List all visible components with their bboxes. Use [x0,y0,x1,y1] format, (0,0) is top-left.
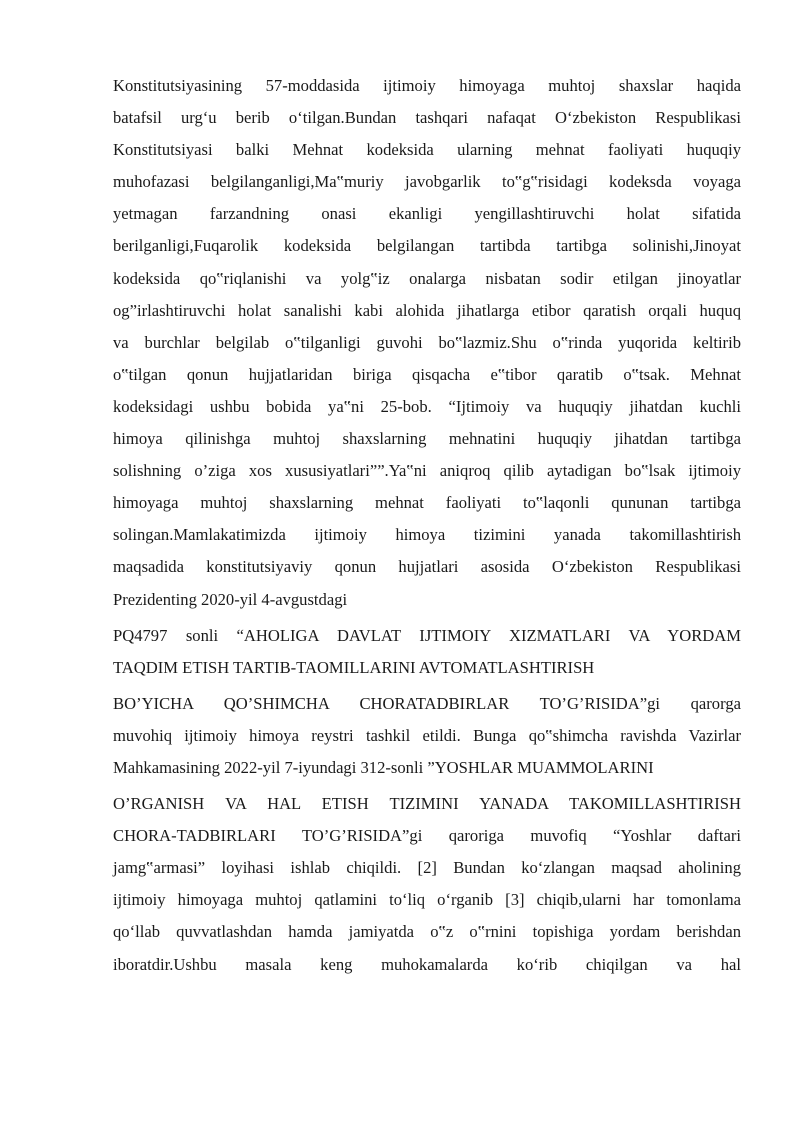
text-line: jamg‟armasi” loyihasi ishlab chiqildi. [2] Bundan ko‘zlangan maqsad aholining [113,858,741,878]
text-line: O’RGANISH VA HAL ETISH TIZIMINI YANADA TAKOMILLASHTIRISH [113,794,741,814]
paragraph-2 [113,620,741,684]
text-line: PQ4797 sonli “AHOLIGA DAVLAT IJTIMOIY XIZMATLARI VA YORDAM [113,625,741,645]
text-line: kodeksidagi ushbu bobida ya‟ni 25-bob. “Ijtimoiy va huquqiy jihatdan kuchli [113,396,741,416]
text-line: Konstitutsiyasining 57-moddasida ijtimoiy himoyaga muhtoj shaxslar haqida [113,76,741,95]
text-line: va burchlar belgilab o‟tilganligi guvohi bo‟lazmiz.Shu o‟rinda yuqorida keltirib [113,332,741,352]
text-line: batafsil urg‘u berib o‘tilgan.Bundan tashqari nafaqat O‘zbekiston Respublikasi [113,108,741,128]
text-line: solingan.Mamlakatimizda ijtimoiy himoya tizimini yanada takomillashtirish [113,525,741,545]
text-line: TAQDIM ETISH TARTIB-TAOMILLARINI AVTOMATLASHTIRISH [113,657,595,677]
text-line: himoyaga muhtoj shaxslarning mehnat faoliyati to‟laqonli qununan tartibga [113,493,741,513]
text-line: berilganligi,Fuqarolik kodeksida belgilangan tartibda tartibga solinishi,Jinoyat [113,236,741,256]
text-line: qo‘llab quvvatlashdan hamda jamiyatda o‟z o‟rnini topishiga yordam berishdan [113,922,741,942]
document-page [113,70,741,981]
text-line: Prezidenting 2020-yil 4-avgustdagi [113,589,348,609]
text-line: Konstitutsiyasi balki Mehnat kodeksida ularning mehnat faoliyati huquqiy [113,140,741,160]
text-line: maqsadida konstitutsiyaviy qonun hujjatlari asosida O‘zbekiston Respublikasi [113,557,741,577]
paragraph-4 [113,788,741,981]
text-line: CHORA-TADBIRLARI TO’G’RISIDA”gi qaroriga muvofiq “Yoshlar daftari [113,826,741,846]
text-line: kodeksida qo‟riqlanishi va yolg‟iz onalarga nisbatan sodir etilgan jinoyatlar [113,268,741,288]
text-line: iboratdir.Ushbu masala keng muhokamalarda ko‘rib chiqilgan va hal [113,954,741,974]
text-line: solishning o’ziga xos xususiyatlari””.Ya‟ni aniqroq qilib aytadigan bo‟lsak ijtimoiy [113,461,741,481]
paragraph-3 [113,688,741,784]
text-line: himoya qilinishga muhtoj shaxslarning mehnatini huquqiy jihatdan tartibga [113,429,741,449]
text-line: muvohiq ijtimoiy himoya reystri tashkil etildi. Bunga qo‟shimcha ravishda Vazirlar [113,725,741,745]
text-line: ijtimoiy himoyaga muhtoj qatlamini to‘liq o‘rganib [3] chiqib,ularni har tomonlama [113,890,741,910]
text-line: Mahkamasining 2022-yil 7-iyundagi 312-sonli ”YOSHLAR MUAMMOLARINI [113,757,654,777]
text-line: muhofazasi belgilanganligi,Ma‟muriy javobgarlik to‟g‟risidagi kodeksda voyaga [113,172,741,192]
text-line: o‟tilgan qonun hujjatlaridan biriga qisqacha e‟tibor qaratib o‟tsak. Mehnat [113,364,741,384]
text-line: og”irlashtiruvchi holat sanalishi kabi alohida jihatlarga etibor qaratish orqali huquq [113,300,741,320]
text-line: yetmagan farzandning onasi ekanligi yengillashtiruvchi holat sifatida [113,204,741,224]
text-line: BO’YICHA QO’SHIMCHA CHORATADBIRLAR TO’G’RISIDA”gi qarorga [113,693,741,713]
paragraph-1 [113,70,741,616]
